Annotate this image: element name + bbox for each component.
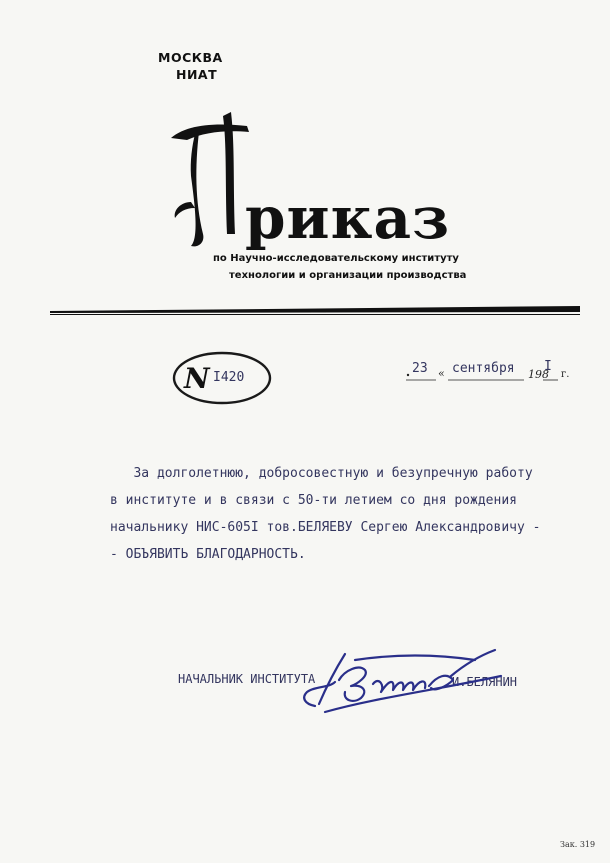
order-number: I420 (213, 370, 245, 385)
date-day: 23 (412, 361, 428, 376)
letterhead-organization: НИАТ (176, 67, 218, 82)
title-capital-p (165, 106, 255, 256)
date-year-mark: г. (561, 369, 570, 380)
order-date (400, 361, 600, 385)
handwritten-signature (295, 640, 505, 720)
institution-line-1: по Научно-исследовательскому институту (213, 253, 459, 264)
date-underlines (400, 361, 600, 385)
order-text (110, 460, 580, 568)
letterhead-rule (50, 302, 580, 316)
order-text-line: начальнику НИС-605I тов.БЕЛЯЕВУ Сергею Александровичу - (110, 520, 541, 535)
date-month: сентября (452, 361, 515, 376)
date-year-suffix: I (544, 359, 552, 374)
date-separator: « (438, 367, 445, 380)
number-sign-icon: N (184, 362, 210, 395)
institution-line-2: технологии и организации производства (229, 270, 467, 281)
letterhead-city: МОСКВА (158, 50, 223, 65)
svg-text:П: П (223, 250, 225, 252)
order-text-line: - ОБЪЯВИТЬ БЛАГОДАРНОСТЬ. (110, 547, 306, 562)
signatory-title: НАЧАЛЬНИК ИНСТИТУТА (178, 672, 316, 686)
order-text-line: в институте и в связи с 50-ти летием со дня рождения (110, 493, 517, 508)
title-text: риказ (245, 184, 451, 252)
document-title (165, 106, 465, 256)
order-text-line: За долголетнюю, добросовестную и безупречную работу (110, 466, 533, 481)
date-year-prefix: 198 (528, 368, 549, 381)
signatory-name: И.БЕЛЯНИН (452, 675, 518, 689)
print-order-number: Зак. 319 (560, 840, 596, 849)
